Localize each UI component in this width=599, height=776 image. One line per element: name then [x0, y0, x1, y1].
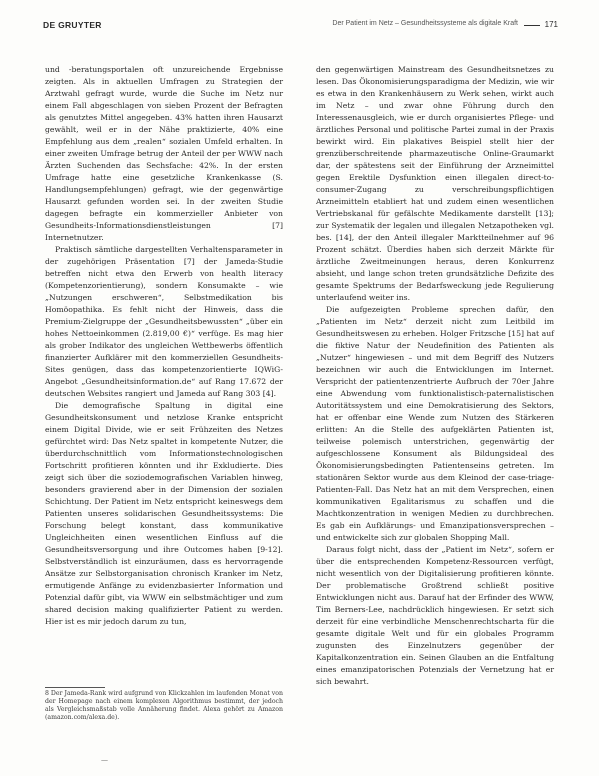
body-paragraph: Die demografische Spaltung in digital eine Gesundheitskonsument und netzlose Kranke entspricht einem Digital Divide, wie er seit Frühzeiten des Netzes gefürchtet wird: Das Netz spaltet in kompetente Nutzer, die überdurchschnittlich vom Informationstechnologischen Fortschritt profitieren könnten und ihr Exkludierte. Dies zeigt sich über die soziodemografischen Variablen hinweg, besonders gravierend aber in der Dimension der sozialen Schichtung. Der Patient im Netz entspricht keineswegs dem Patienten unseres solidarischen Gesundheitssystems: Die Forschung belegt konstant, dass kommunikative Ungleichheiten einen wesentlichen Einfluss auf die Gesundheitsversorgung und ihre Outcomes haben [9-12]. Selbstverständlich ist einzuräumen, dass es hervorragende Ansätze zur Selbstorganisation chronisch Kranker im Netz, ermutigende Anfänge zu evidenzbasierter Information und Potenzial dafür gibt, via WWW ein selbstmächtiger und zum shared decision making qualifizierter Patient zu werden. Hier ist es mir jedoch darum zu tun,: [45, 401, 283, 626]
body-paragraph: Praktisch sämtliche dargestellten Verhaltensparameter in der zugehörigen Präsentation [7] der Jameda-Studie betreffen nicht etwa den Erwerb von health literacy (Kompetenzorientierung), sondern Konsumakte – wie „Nutzungen erschweren“, Selbstmedikation bis Homöopathika. Es fehlt nicht der Hinweis, dass die Premium-Zielgruppe der „Gesundheitsbewussten“ „über ein hohes Nettoeinkommen (2.819,00 €)“ verfüge. Es mag hier als grober Indikator des ungleichen Wettbewerbs öffentlich finanzierter Aufklärer mit den kommerziellen Gesundheits-Sites genügen, dass das kompetenzorientierte IQWiG-Angebot „Gesundheitsinformation.de“ auf Rang 17.672 der deutschen Websites rangiert und Jameda auf Rang 303 [4].: [45, 245, 283, 398]
page-number: 171: [544, 20, 558, 29]
right-column: [316, 64, 554, 688]
publisher-name: DE GRUYTER: [43, 20, 102, 30]
left-column: [45, 64, 283, 628]
footnote-rule: [45, 687, 105, 688]
page-mark: —: [101, 756, 108, 764]
header-rule: [524, 25, 540, 26]
footnote: 8 Der Jameda-Rank wird aufgrund von Klickzahlen im laufenden Monat von der Homepage nach einem komplexen Algorithmus bestimmt, der jedoch als Vergleichsmaßstab volle Annäherung findet. Alexa gehört zu Amazon (amazon.com/alexa.de).: [45, 690, 283, 721]
running-title: Der Patient im Netz – Gesundheitssysteme als digitale Kraft: [332, 20, 518, 27]
body-paragraph: Daraus folgt nicht, dass der „Patient im Netz“, sofern er über die entsprechenden Kompetenz-Ressourcen verfügt, nicht wesentlich von der Digitalisierung profitieren könnte. Der problematische Großtrend schließt positive Entwicklungen nicht aus. Darauf hat der Erfinder des WWW, Tim Berners-Lee, nachdrücklich hingewiesen. Er setzt sich derzeit für eine verbindliche Menschenrechtscharta für die gesamte digitale Welt und für ein globales Programm zugunsten des Einzelnutzers gegenüber der Kapitalkonzentration ein. Seinen Glauben an die Entfaltung eines emanzipatorischen Potenzials der Vernetzung hat er sich bewahrt.: [316, 545, 554, 686]
body-paragraph: und -beratungsportalen oft unzureichende Ergebnisse zeigten. Als in aktuellen Umfragen zu Strategien der Arztwahl gefragt wurde, wurde die Suche im Netz nur einem Fall abgeschlagen von sieben Prozent der Befragten als genutztes Mittel angegeben. 43% hatten ihren Hausarzt gewählt, weil er in der Nähe praktizierte, 40% eine Empfehlung aus dem „realen“ sozialen Umfeld erhalten. In einer zweiten Umfrage betrug der Anteil der per WWW nach Ärzten Suchenden das Sechsfache: 42%. In der ersten Umfrage hatte eine gesetzliche Krankenkasse (S. Handlungsempfehlungen) gefragt, wie der gegenwärtige Hausarzt gefunden worden sei. In der zweiten Studie dagegen befragte ein kommerzieller Anbieter von Gesundheits-Informationsdienstleistungen [7] Internetnutzer.: [45, 65, 283, 242]
body-paragraph: Die aufgezeigten Probleme sprechen dafür, den „Patienten im Netz“ derzeit nicht zum Leitbild im Gesundheitswesen zu erheben. Holger Fritzsche [15] hat auf die fiktive Natur der Neudefinition des Patienten als „Nutzer“ hingewiesen – und mit dem Begriff des Nutzers bezeichnen wir auch die Entwicklungen im Internet. Verspricht der patientenzentrierte Aufbruch der 70er Jahre eine Abwendung vom funktionalistisch-paternalistischen Autoritätssystem und eine Demokratisierung des Sektors, hat er offenbar eine Wende zum Nutzen des Stärkeren erlitten: An die Stelle des aufgeklärten Patienten ist, teilweise polemisch unterstrichen, gegenwärtig der aufgeschlossene Konsument als Bildungsideal des Ökonomisierungsbedingten Patientenseins getreten. Im stationären Sektor wurde aus dem Kleinod der case-triage-Patienten-Fall. Das Netz hat an mit dem Versprechen, einen kommunikativen Egalitarismus zu schaffen und die Machtkonzentration in wenigen Medien zu durchbrechen. Es gab ein Aufklärungs- und Emanzipationsversprechen – und entwickelte sich zur globalen Shopping Mall.: [316, 305, 554, 542]
body-paragraph: den gegenwärtigen Mainstream des Gesundheitsnetzes zu lesen. Das Ökonomisierungsparadigma der Medizin, wie wir es etwa in den Krankenhäusern zu Werk sehen, wirkt auch im Netz – und zwar ohne Führung durch den Interessenausgleich, wie er durch organisiertes Pflege- und ärztliches Personal und politische Partei zumal in der Praxis bewirkt wird. Ein plakatives Beispiel stellt hier der grenzüberschreitende pharmazeutische Online-Graumarkt dar, der spätestens seit der Einführung der Arzneimittel gegen Erektile Dysfunktion einen illegalen direct-to-consumer-Zugang zu verschreibungspflichtigen Arzneimitteln etabliert hat und zudem einen wesentlichen Vertriebskanal für gefälschte Medikamente darstellt [13]; zur Systematik der legalen und illegalen Netzapotheken vgl. bes. [14], der den Anteil illegaler Marktteilnehmer auf 96 Prozent schätzt. Überdies haben sich derzeit Märkte für ärztliche Zweitmeinungen heraus, deren Konkurrenz absieht, und lange schon treten grundsätzliche Defizite des gesamte Spektrums der Bedarfsweckung jede Regulierung unterlaufend weiter ins.: [316, 65, 554, 302]
running-header: [43, 20, 558, 34]
